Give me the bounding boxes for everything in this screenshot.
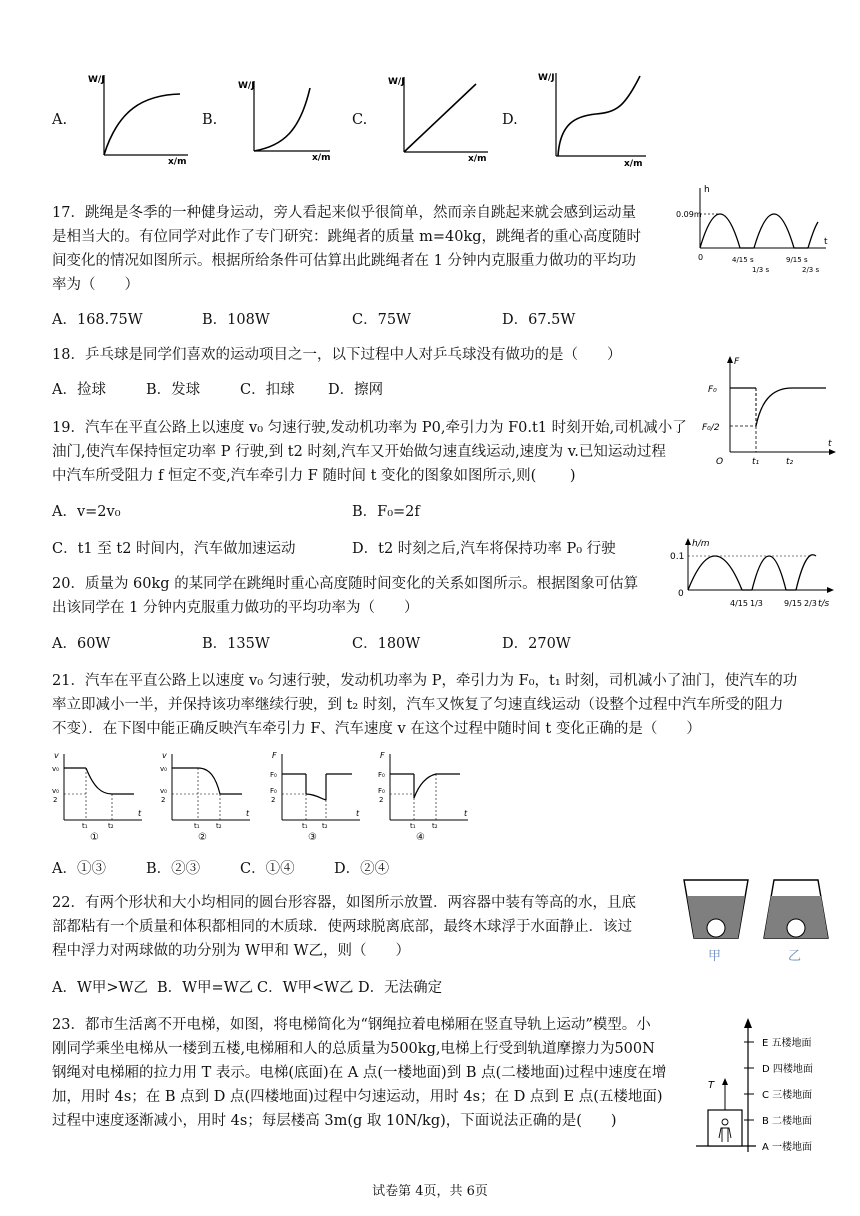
svg-text:F: F — [380, 751, 385, 760]
q16-a-xlabel: x/m — [168, 157, 187, 165]
q19-option-d[interactable]: D．t2 时刻之后,汽车将保持功率 P₀ 行驶 — [352, 541, 616, 557]
q17-line-4: 率为（ ） — [52, 277, 139, 293]
q17-line-2: 是相当大的。有位同学对此作了专门研究：跳绳者的质量 m=40kg，跳绳者的重心高度随时 — [52, 229, 642, 245]
q20-line-1: 20．质量为 60kg 的某同学在跳绳时重心高度随时间变化的关系如图所示。根据图象可估算 — [52, 576, 639, 592]
q19-line-2: 油门,使汽车保持恒定功率 P 行驶,到 t2 时刻,汽车又开始做匀速直线运动,速度为 v.已知运动过程 — [52, 444, 666, 460]
svg-text:t₂: t₂ — [432, 822, 438, 830]
q16-label-b: B. — [202, 112, 218, 128]
q18-option-c[interactable]: C．扣球 — [240, 382, 295, 398]
q21-graph-4 — [376, 748, 476, 843]
q19-graph — [700, 352, 840, 472]
q23-floor-e: E 五楼地面 — [762, 1038, 812, 1049]
q17-graph-xlabel: t — [824, 237, 828, 247]
q19-graph-f0half: F₀/2 — [702, 423, 720, 433]
svg-text:2: 2 — [271, 796, 276, 804]
svg-text:v: v — [162, 751, 167, 760]
q20-graph-xlabel: t/s — [818, 599, 830, 609]
q23-line-3: 钢绳对电梯厢的拉力用 T 表示。电梯(底面)在 A 点(一楼地面)到 B 点(二楼地面)过程中速度在增 — [52, 1065, 667, 1081]
svg-text:t: t — [138, 809, 142, 818]
svg-text:t₂: t₂ — [322, 822, 328, 830]
q21-line-3: 不变）．在下图中能正确反映汽车牵引力 F、汽车速度 v 在这个过程中随时间 t 变化正确的是（ ） — [52, 721, 701, 737]
q22-option-a[interactable]: A．W甲>W乙 — [52, 980, 148, 996]
svg-text:t₁: t₁ — [302, 822, 308, 830]
q16-graphs — [0, 60, 860, 170]
q16-graph-d — [536, 68, 656, 168]
q21-option-c[interactable]: C．①④ — [240, 861, 295, 877]
q21-graph-2 — [158, 748, 258, 843]
q21-graph-1-label: ① — [90, 832, 99, 843]
q22-line-2: 部都粘有一个质量和体积都相同的木质球．使两球脱离底部，最终木球浮于水面静止．该过 — [52, 919, 632, 935]
q17-graph-tick-1: 4/15 s — [732, 256, 754, 264]
q16-graph-a — [88, 70, 198, 165]
q19-line-3: 中汽车所受阻力 f 恒定不变,汽车牵引力 F 随时间 t 变化的图象如图所示,则( ) — [52, 468, 576, 484]
q23-floor-d: D 四楼地面 — [762, 1064, 813, 1075]
svg-text:t: t — [464, 809, 468, 818]
q22-line-3: 程中浮力对两球做的功分别为 W甲和 W乙，则（ ） — [52, 943, 411, 959]
svg-text:t₂: t₂ — [216, 822, 222, 830]
q20-option-a[interactable]: A．60W — [52, 636, 111, 652]
q16-label-a: A. — [52, 112, 68, 128]
q23-elevator-diagram — [696, 1012, 842, 1164]
page-footer: 试卷第 4页，共 6页 — [372, 1184, 488, 1199]
svg-text:2: 2 — [53, 796, 58, 804]
q22-containers — [676, 866, 846, 966]
svg-text:v₀: v₀ — [160, 765, 167, 773]
q21-graph-3 — [268, 748, 368, 843]
q18-option-d[interactable]: D．擦网 — [328, 382, 384, 398]
q17-graph-peak: 0.09m — [676, 210, 702, 219]
q17-option-c[interactable]: C．75W — [352, 312, 411, 328]
q23-line-2: 刚同学乘坐电梯从一楼到五楼,电梯厢和人的总质量为500kg,电梯上行受到轨道摩擦力为500N — [52, 1041, 655, 1057]
q21-graph-1 — [50, 748, 150, 843]
q20-graph-tick-2: 1/3 — [750, 599, 763, 608]
q18-option-b[interactable]: B．发球 — [146, 382, 201, 398]
svg-text:F: F — [272, 751, 277, 760]
q20-option-b[interactable]: B．135W — [202, 636, 270, 652]
q17-graph-tick-3: 9/15 s — [786, 256, 808, 264]
q16-c-ylabel: W/J — [388, 77, 405, 87]
svg-text:t₁: t₁ — [410, 822, 416, 830]
q20-graph-origin: 0 — [678, 589, 684, 599]
q17-option-d[interactable]: D．67.5W — [502, 312, 576, 328]
q19-option-b[interactable]: B．F₀=2f — [352, 504, 420, 520]
q16-d-ylabel: W/J — [538, 73, 555, 83]
q19-graph-origin: O — [716, 457, 724, 467]
svg-text:F₀: F₀ — [378, 771, 385, 779]
q20-graph-ylabel: h/m — [692, 539, 710, 549]
svg-text:t₂: t₂ — [108, 822, 114, 830]
q17-graph-ylabel: h — [704, 185, 710, 195]
q18-option-a[interactable]: A．捡球 — [52, 382, 106, 398]
q17-line-3: 间变化的情况如图所示。根据所给条件可估算出此跳绳者在 1 分钟内克服重力做功的平均功 — [52, 253, 636, 269]
q22-option-d[interactable]: D．无法确定 — [358, 980, 443, 996]
svg-text:t₁: t₁ — [194, 822, 200, 830]
q20-graph-peak: 0.1 — [670, 552, 685, 562]
q21-line-1: 21．汽车在平直公路上以速度 v₀ 匀速行驶，发动机功率为 P，牵引力为 F₀，t₁ 时刻，司机减小了油门，使汽车的功 — [52, 673, 798, 689]
q23-line-4: 加，用时 4s；在 B 点到 D 点(四楼地面)过程中匀速运动，用时 4s；在 D 点到 E 点(五楼地面) — [52, 1089, 663, 1105]
q21-line-2: 率立即减小一半，并保持该功率继续行驶，到 t₂ 时刻，汽车又恢复了匀速直线运动（设整个过程中汽车所受的阻力 — [52, 697, 784, 713]
q21-graph-2-label: ② — [198, 832, 207, 843]
q23-floor-c: C 三楼地面 — [762, 1090, 813, 1101]
q18-line: 18．乒乓球是同学们喜欢的运动项目之一，以下过程中人对乒乓球没有做功的是（ ） — [52, 347, 622, 363]
svg-text:2: 2 — [379, 796, 384, 804]
svg-text:v₀: v₀ — [160, 787, 167, 795]
q19-graph-ylabel: F — [734, 357, 740, 367]
q23-rope-label: T — [708, 1080, 715, 1091]
q23-line-1: 23．都市生活离不开电梯，如图，将电梯简化为“钢绳拉着电梯厢在竖直导轨上运动”模型。小 — [52, 1017, 651, 1033]
svg-text:F₀: F₀ — [378, 787, 385, 795]
q21-option-a[interactable]: A．①③ — [52, 861, 106, 877]
q23-floor-a: A 一楼地面 — [762, 1142, 813, 1153]
q23-line-5: 过程中速度逐渐减小，用时 4s；每层楼高 3m(g 取 10N/kg)，下面说法正确的是( ) — [52, 1113, 617, 1129]
svg-text:F₀: F₀ — [270, 771, 277, 779]
svg-text:v: v — [54, 751, 59, 760]
q20-line-2: 出该同学在 1 分钟内克服重力做功的平均功率为（ ） — [52, 600, 419, 616]
q16-c-xlabel: x/m — [468, 154, 487, 162]
q19-option-a[interactable]: A．v=2v₀ — [52, 504, 121, 520]
svg-text:F₀: F₀ — [270, 787, 277, 795]
q22-caption-yi: 乙 — [788, 949, 802, 964]
q21-graph-3-label: ③ — [308, 832, 317, 843]
q20-option-c[interactable]: C．180W — [352, 636, 421, 652]
svg-text:t₁: t₁ — [82, 822, 88, 830]
q16-label-d: D. — [502, 112, 518, 128]
svg-text:v₀: v₀ — [52, 765, 59, 773]
q16-d-xlabel: x/m — [624, 159, 643, 168]
q21-option-b[interactable]: B．②③ — [146, 861, 201, 877]
q17-graph-tick-4: 2/3 s — [802, 266, 820, 274]
q16-b-ylabel: W/J — [238, 81, 255, 91]
q16-graph-c — [388, 72, 498, 162]
q17-option-a[interactable]: A．168.75W — [52, 312, 143, 328]
q16-label-c: C. — [352, 112, 368, 128]
q19-line-1: 19．汽车在平直公路上以速度 v₀ 匀速行驶,发动机功率为 P0,牵引力为 F0.t1 时刻开始,司机减小了 — [52, 420, 687, 436]
q21-option-d[interactable]: D．②④ — [334, 861, 390, 877]
q19-graph-t1: t₁ — [752, 457, 760, 467]
q17-option-b[interactable]: B．108W — [202, 312, 270, 328]
q17-graph-tick-2: 1/3 s — [752, 266, 770, 274]
q16-a-ylabel: W/J — [88, 75, 105, 85]
q19-option-c[interactable]: C．t1 至 t2 时间内，汽车做加速运动 — [52, 541, 296, 557]
q21-graph-4-label: ④ — [416, 832, 425, 843]
q20-graph-tick-3: 9/15 — [784, 599, 802, 608]
q20-option-d[interactable]: D．270W — [502, 636, 571, 652]
svg-text:2: 2 — [161, 796, 166, 804]
svg-text:v₀: v₀ — [52, 787, 59, 795]
q20-graph-tick-4: 2/3 — [804, 599, 817, 608]
svg-text:t: t — [246, 809, 250, 818]
q22-caption-jia: 甲 — [708, 949, 722, 964]
q19-graph-f0: F₀ — [708, 385, 717, 395]
q19-graph-xlabel: t — [828, 439, 832, 449]
q22-line-1: 22．有两个形状和大小均相同的圆台形容器，如图所示放置．两容器中装有等高的水，且底 — [52, 895, 636, 911]
q20-graph-tick-1: 4/15 — [730, 599, 748, 608]
q17-graph-origin: 0 — [698, 253, 704, 262]
svg-text:t: t — [356, 809, 360, 818]
q16-b-xlabel: x/m — [312, 153, 331, 161]
q17-line-1: 17．跳绳是冬季的一种健身运动，旁人看起来似乎很简单，然而亲自跳起来就会感到运动量 — [52, 205, 636, 221]
q23-floor-b: B 二楼地面 — [762, 1116, 813, 1127]
q22-option-b[interactable]: B．W甲=W乙 — [157, 980, 254, 996]
q17-graph — [674, 180, 834, 280]
q16-graph-b — [238, 76, 338, 161]
q20-graph — [670, 534, 840, 624]
q22-option-c[interactable]: C．W甲<W乙 — [257, 980, 354, 996]
q19-graph-t2: t₂ — [786, 457, 794, 467]
